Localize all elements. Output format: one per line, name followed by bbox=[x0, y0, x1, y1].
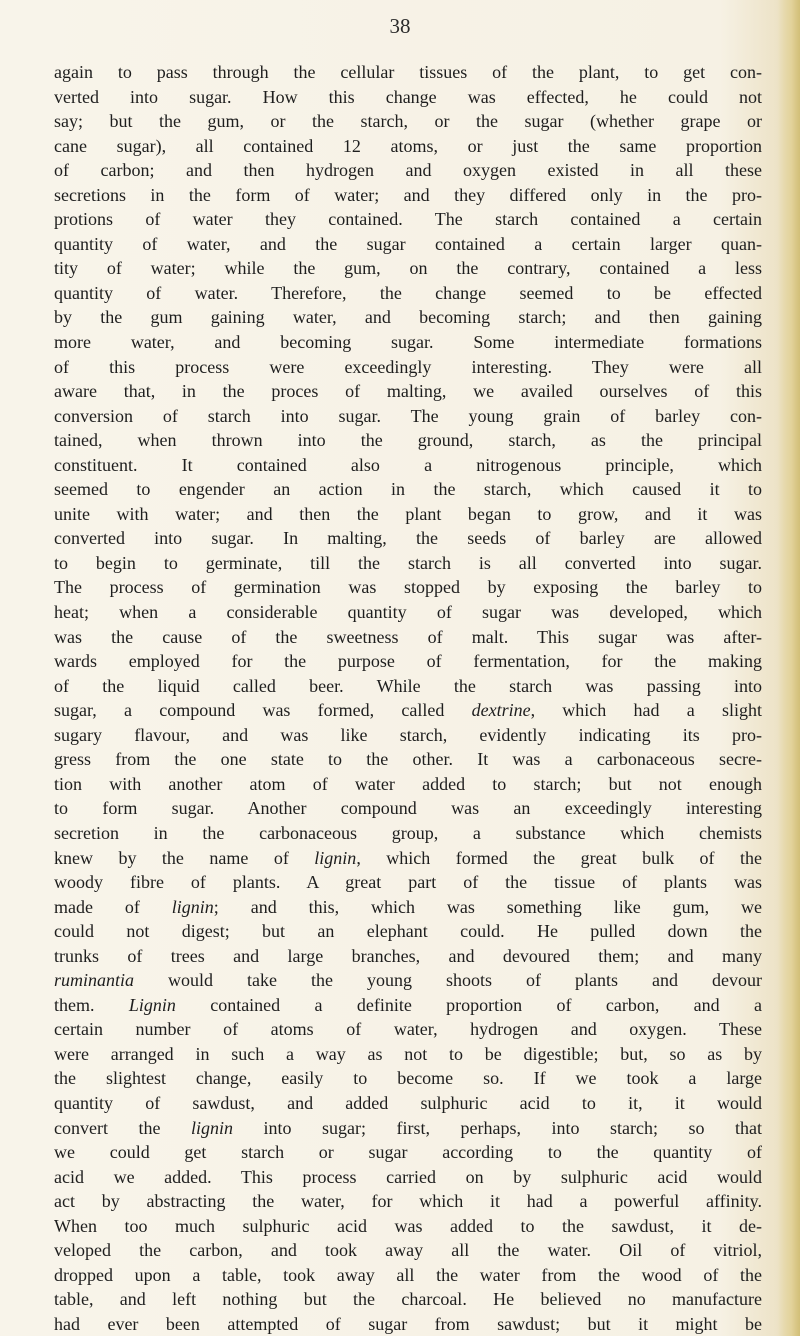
text-line: we could get starch or sugar according to the quantity of bbox=[54, 1142, 762, 1163]
text-line: wards employed for the purpose of fermentation, for the making bbox=[54, 651, 762, 672]
text-line: gress from the one state to the other. It was a carbonaceous secre- bbox=[54, 749, 762, 770]
page-number: 38 bbox=[389, 14, 411, 38]
text-line: certain number of atoms of water, hydrogen and oxygen. These bbox=[54, 1019, 762, 1040]
text-line: by the gum gaining water, and becoming starch; and then gaining bbox=[54, 307, 762, 328]
page-edge-shading bbox=[778, 0, 800, 1336]
text-line: dropped upon a table, took away all the water from the wood of the bbox=[54, 1264, 762, 1285]
text-line: more water, and becoming sugar. Some intermediate formations bbox=[54, 332, 762, 353]
text-line: was the cause of the sweetness of malt. This sugar was after- bbox=[54, 626, 762, 647]
text-line: When too much sulphuric acid was added to the sawdust, it de- bbox=[54, 1215, 762, 1236]
text-line: seemed to engender an action in the starch, which caused it to bbox=[54, 479, 762, 500]
text-line: quantity of water. Therefore, the change seemed to be effected bbox=[54, 282, 762, 303]
text-line: could not digest; but an elephant could. He pulled down the bbox=[54, 921, 762, 942]
text-line: convert the lignin into sugar; first, perhaps, into starch; so that bbox=[54, 1117, 762, 1138]
text-line: tained, when thrown into the ground, starch, as the principal bbox=[54, 430, 762, 451]
text-line: converted into sugar. In malting, the seeds of barley are allowed bbox=[54, 528, 762, 549]
text-line: sugar, a compound was formed, called dextrine, which had a slight bbox=[54, 700, 762, 721]
text-line: them. Lignin contained a definite proportion of carbon, and a bbox=[54, 994, 762, 1015]
text-line: the slightest change, easily to become so. If we took a large bbox=[54, 1068, 762, 1089]
text-line: conversion of starch into sugar. The young grain of barley con- bbox=[54, 405, 762, 426]
text-line: act by abstracting the water, for which it had a powerful affinity. bbox=[54, 1191, 762, 1212]
text-line: had ever been attempted of sugar from sawdust; but it might be bbox=[54, 1313, 762, 1334]
text-line: quantity of sawdust, and added sulphuric acid to it, it would bbox=[54, 1092, 762, 1113]
text-line: ruminantia would take the young shoots of plants and devour bbox=[54, 970, 762, 991]
text-line: tion with another atom of water added to starch; but not enough bbox=[54, 773, 762, 794]
text-line: cane sugar), all contained 12 atoms, or just the same proportion bbox=[54, 135, 762, 156]
text-line: woody fibre of plants. A great part of the tissue of plants was bbox=[54, 872, 762, 893]
text-line: of the liquid called beer. While the starch was passing into bbox=[54, 675, 762, 696]
text-line: tity of water; while the gum, on the contrary, contained a less bbox=[54, 258, 762, 279]
text-line: of this process were exceedingly interesting. They were all bbox=[54, 356, 762, 377]
text-line: verted into sugar. How this change was effected, he could not bbox=[54, 86, 762, 107]
text-line: secretion in the carbonaceous group, a substance which chemists bbox=[54, 822, 762, 843]
text-line: were arranged in such a way as not to be digestible; but, so as by bbox=[54, 1043, 762, 1064]
text-line: made of lignin; and this, which was something like gum, we bbox=[54, 896, 762, 917]
text-line: heat; when a considerable quantity of sugar was developed, which bbox=[54, 602, 762, 623]
text-line: constituent. It contained also a nitrogenous principle, which bbox=[54, 454, 762, 475]
text-line: acid we added. This process carried on by sulphuric acid would bbox=[54, 1166, 762, 1187]
text-line: to begin to germinate, till the starch is all converted into sugar. bbox=[54, 552, 762, 573]
text-line: sugary flavour, and was like starch, evidently indicating its pro- bbox=[54, 724, 762, 745]
text-line: to form sugar. Another compound was an exceedingly interesting bbox=[54, 798, 762, 819]
text-line: say; but the gum, or the starch, or the sugar (whether grape or bbox=[54, 111, 762, 132]
text-line: protions of water they contained. The starch contained a certain bbox=[54, 209, 762, 230]
text-line: secretions in the form of water; and they differed only in the pro- bbox=[54, 184, 762, 205]
text-line: of carbon; and then hydrogen and oxygen existed in all these bbox=[54, 160, 762, 181]
text-line: trunks of trees and large branches, and devoured them; and many bbox=[54, 945, 762, 966]
text-line: The process of germination was stopped by exposing the barley to bbox=[54, 577, 762, 598]
text-line: aware that, in the proces of malting, we availed ourselves of this bbox=[54, 381, 762, 402]
text-line: quantity of water, and the sugar contained a certain larger quan- bbox=[54, 233, 762, 254]
text-line: unite with water; and then the plant began to grow, and it was bbox=[54, 503, 762, 524]
text-line: knew by the name of lignin, which formed the great bulk of the bbox=[54, 847, 762, 868]
body-paragraph bbox=[54, 60, 762, 1336]
text-line: again to pass through the cellular tissues of the plant, to get con- bbox=[54, 62, 762, 82]
text-line: veloped the carbon, and took away all the water. Oil of vitriol, bbox=[54, 1240, 762, 1261]
text-line: table, and left nothing but the charcoal. He believed no manufacture bbox=[54, 1289, 762, 1310]
